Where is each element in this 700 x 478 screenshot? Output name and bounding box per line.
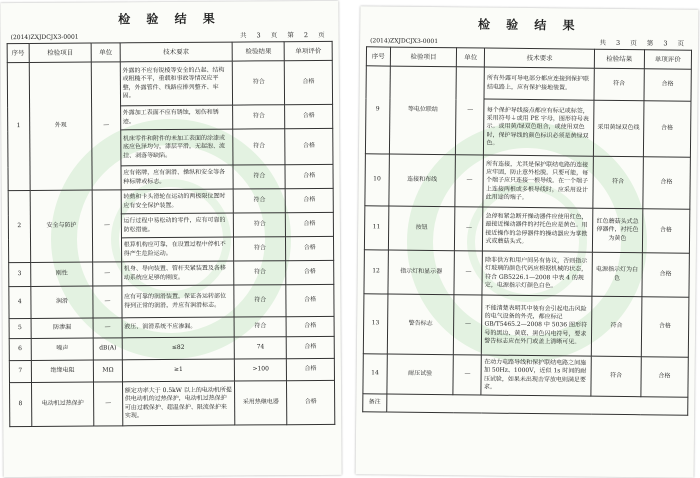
row-eval: 合格 — [642, 157, 690, 209]
row-no: 1 — [7, 62, 30, 190]
row-no: 3 — [9, 262, 31, 286]
row-eval: 合格 — [642, 253, 690, 297]
row-result: 符合 — [233, 165, 285, 189]
row-result: 符合 — [233, 189, 285, 213]
row-eval: 合格 — [644, 69, 692, 101]
row-item: 刚性 — [30, 262, 93, 286]
table-row — [9, 380, 334, 426]
report-page-right — [356, 6, 699, 478]
table-row — [7, 60, 332, 106]
row-item: 按钮 — [388, 206, 455, 251]
row-item: 防渗漏 — [31, 318, 94, 338]
row-eval: 合格 — [287, 380, 335, 424]
row-eval: 合格 — [642, 209, 690, 253]
table-row — [9, 316, 334, 338]
row-result: 符合 — [234, 261, 286, 285]
row-item: 警告标志 — [387, 294, 454, 355]
row-result: 采用热继电器 — [235, 381, 287, 425]
row-result: 符合 — [234, 237, 286, 261]
row-eval: 合格 — [286, 260, 334, 284]
row-result: 采用黄绿双色线 — [594, 100, 644, 157]
report-ref: (2014)ZXJDCJX3-0001 — [10, 33, 79, 42]
row-no: 12 — [364, 250, 388, 294]
row-eval: 合格 — [643, 101, 691, 157]
row-no: 6 — [9, 338, 31, 360]
table-row — [364, 250, 689, 297]
remarks-label: 备注 — [363, 394, 387, 412]
row-req: 每个保护导线接点都应有标记或标签，采用符号⏚或用 PE 字母，图形符号表示。或用黄/绿双色组合，或使用双色时，保护导线的颜色标识必须是黄绿双色。 — [484, 99, 594, 156]
row-req: 根算机构应可靠，在设置过程中停机不得产生危险运动。 — [121, 237, 234, 262]
row-unit: — — [94, 318, 122, 338]
row-unit: — — [92, 62, 121, 190]
report-ref: (2014)ZXJDCJX3-0001 — [370, 37, 439, 46]
table-row — [364, 206, 689, 253]
row-unit: — — [94, 382, 122, 426]
row-req: 所有连接，尤其是保护联结电路的连接应牢固，防止意外松脱。只要可能，每个端子应只连接一根导线。在一个端子上连接两根或多根导线时，应采用设计此用途的端子。 — [483, 155, 593, 208]
row-no: 13 — [363, 294, 387, 354]
table-row — [9, 358, 334, 382]
row-req: 急停和紧急断开操动器件应使用红色，最接近操动器件的衬托色应是黄色。用接近操作的急停器件的操动器应为掌揿式或蘑菇头式。 — [483, 207, 593, 252]
row-result: 符合 — [594, 68, 644, 101]
results-table — [362, 46, 692, 415]
header-result: 检验结果 — [232, 42, 284, 61]
row-req: 应有可靠的润滑装置，保证各运转部位得到正常的润滑，并应有润滑标志。 — [121, 285, 234, 318]
row-result: 符合 — [591, 296, 641, 357]
table-row — [8, 188, 333, 214]
table-row — [9, 260, 334, 286]
header-no: 序号 — [7, 43, 29, 62]
page-number: 共 3 页 第 2 页 — [239, 30, 325, 40]
row-unit: — — [455, 155, 484, 207]
row-item: 等电位联结 — [389, 66, 457, 155]
row-eval: 合格 — [286, 316, 334, 336]
row-unit: — — [456, 67, 485, 155]
header-no: 序号 — [366, 47, 390, 66]
row-req: 机身、导向装置、管杆夹紧装置及各移动系统应足够的刚度。 — [121, 261, 234, 286]
row-unit: dB(A) — [94, 338, 122, 360]
row-result: 红色蘑菇头式急停器件，衬托色为黄色 — [593, 208, 643, 253]
row-eval: 合格 — [286, 212, 334, 236]
header-eval: 单项评价 — [644, 50, 692, 69]
row-unit: MΩ — [94, 360, 122, 382]
row-no: 7 — [9, 360, 31, 382]
row-item: 连接和布线 — [389, 154, 456, 207]
row-req: 额定功率大于 0.5kW 以上的电动机所提供电动机的过热保护，电动机过热保护可由过载保护、超温保护、限流保护来实现。 — [122, 381, 235, 426]
row-req: 不能清楚表明其中装有会引起电击风险的电气设备的外壳，都应标记 GB/T5465.2—2008 中 5036 图形符号的黑边、黄底、黑色闪电符号，要求警告标志应在外门或盖上清晰可见。 — [482, 295, 592, 356]
header-unit: 单位 — [457, 48, 485, 67]
row-eval: 合格 — [285, 60, 333, 104]
row-result: 符合 — [234, 285, 286, 317]
row-result: 符合 — [233, 129, 285, 165]
row-unit: — — [93, 286, 121, 318]
header-req: 技术要求 — [485, 48, 595, 68]
row-unit: — — [455, 207, 483, 251]
row-eval: 合格 — [287, 358, 335, 380]
row-req: 在动力电路导线和保护联结电路之间施加 50Hz、1000V，近似 1s 时间的耐压试验，如果未出现击穿放电则满足要求。 — [481, 355, 591, 396]
row-item: 外观 — [29, 62, 93, 190]
row-result: >100 — [235, 359, 287, 381]
header-result: 检验结果 — [594, 49, 644, 69]
remarks-content — [386, 394, 688, 415]
table-row — [366, 66, 691, 101]
table-row — [9, 284, 334, 318]
row-item: 润滑 — [30, 286, 93, 318]
row-no: 5 — [9, 318, 31, 338]
row-item: 指示灯和显示器 — [388, 250, 455, 295]
row-unit: — — [453, 355, 481, 395]
row-req: 机床零件和附件的未加工表面的涂漆或底应色泽均匀，漆层平滑，无起泡、流挂、剥落等缺陷。 — [120, 129, 233, 166]
row-item: 安全与防护 — [30, 190, 93, 262]
row-req: 运行过程中易松动的零件，应有可靠的防松措施。 — [121, 213, 234, 238]
row-req: 除非供方和用户间另有协议，否则指示灯玻璃的颜色代码应根据机械的状态，符合 GB5226.1—2008 中表 4 的规定，电源指示灯颜色白色。 — [482, 251, 592, 296]
row-eval: 合格 — [285, 188, 333, 212]
row-item: 耐压试验 — [387, 354, 454, 395]
row-eval: 合格 — [641, 297, 689, 357]
header-item: 检验项目 — [390, 47, 457, 67]
row-unit: — — [93, 190, 122, 262]
row-eval: 合格 — [641, 357, 689, 397]
row-no: 10 — [365, 154, 389, 206]
row-req: ≥1 — [122, 359, 235, 382]
row-no: 9 — [365, 66, 390, 154]
row-req: 外露加工表面不应有锈蚀，划伤和锈迹。 — [120, 105, 233, 130]
row-eval: 合格 — [285, 128, 333, 164]
row-result: 符合 — [591, 356, 641, 397]
row-no: 14 — [363, 354, 387, 394]
row-unit: — — [454, 295, 483, 355]
report-page-left — [0, 1, 341, 477]
results-table — [7, 41, 336, 427]
row-eval: 合格 — [285, 104, 333, 128]
row-req: ≤82 — [122, 337, 235, 360]
row-unit: — — [454, 251, 482, 295]
row-result: 符合 — [593, 156, 643, 209]
header-req: 技术要求 — [120, 42, 233, 62]
row-unit: — — [93, 262, 121, 286]
row-no: 8 — [9, 382, 31, 426]
row-no: 11 — [364, 206, 388, 250]
table-header-row — [7, 41, 332, 62]
page-title: 检 验 结 果 — [118, 11, 221, 27]
table-row — [363, 294, 689, 357]
row-no: 2 — [8, 190, 30, 262]
header-item: 检验项目 — [29, 43, 92, 62]
row-eval: 合格 — [285, 164, 333, 188]
row-req: 所有外露可导电部分都应连接到保护联结电路上，应有保护接地装置。 — [484, 67, 594, 100]
row-item: 电动机过热保护 — [31, 382, 94, 426]
row-item: 绝缘电阻 — [31, 360, 94, 382]
row-eval: 合格 — [286, 236, 334, 260]
row-eval: 合格 — [286, 336, 334, 358]
row-req: 转動和卡头滑轮在运动的两极限位置时应有安全保护装置。 — [121, 189, 234, 214]
page-title: 检 验 结 果 — [477, 17, 581, 33]
row-item: 噪声 — [31, 338, 94, 360]
table-row — [363, 394, 688, 415]
row-req: 外露的不应有锐棱等安全的凸起、结构或粗糙不平，重载和事故等情况应平整，外露管件、线路应排列整齐、牢固。 — [120, 61, 233, 106]
row-req: 应有铭牌，应有润滑、操纵和安全等各种标牌或标志。 — [121, 165, 234, 190]
header-unit: 单位 — [92, 43, 120, 62]
table-row — [363, 354, 688, 397]
row-result: 符合 — [233, 61, 285, 105]
page-number: 共 3 页 第 3 页 — [599, 38, 685, 48]
header-eval: 单项评价 — [284, 41, 332, 60]
table-row — [365, 154, 691, 209]
table-row — [9, 336, 334, 360]
row-no: 4 — [9, 286, 31, 318]
row-result: 电源指示灯为白色 — [592, 252, 642, 297]
row-result: 符合 — [233, 105, 285, 129]
row-result: 74 — [234, 337, 286, 359]
row-result: 符合 — [234, 213, 286, 237]
row-result: 符合 — [234, 317, 286, 337]
row-eval: 合格 — [286, 284, 334, 316]
row-req: 液压、润滑系统不应渗漏。 — [122, 317, 235, 338]
